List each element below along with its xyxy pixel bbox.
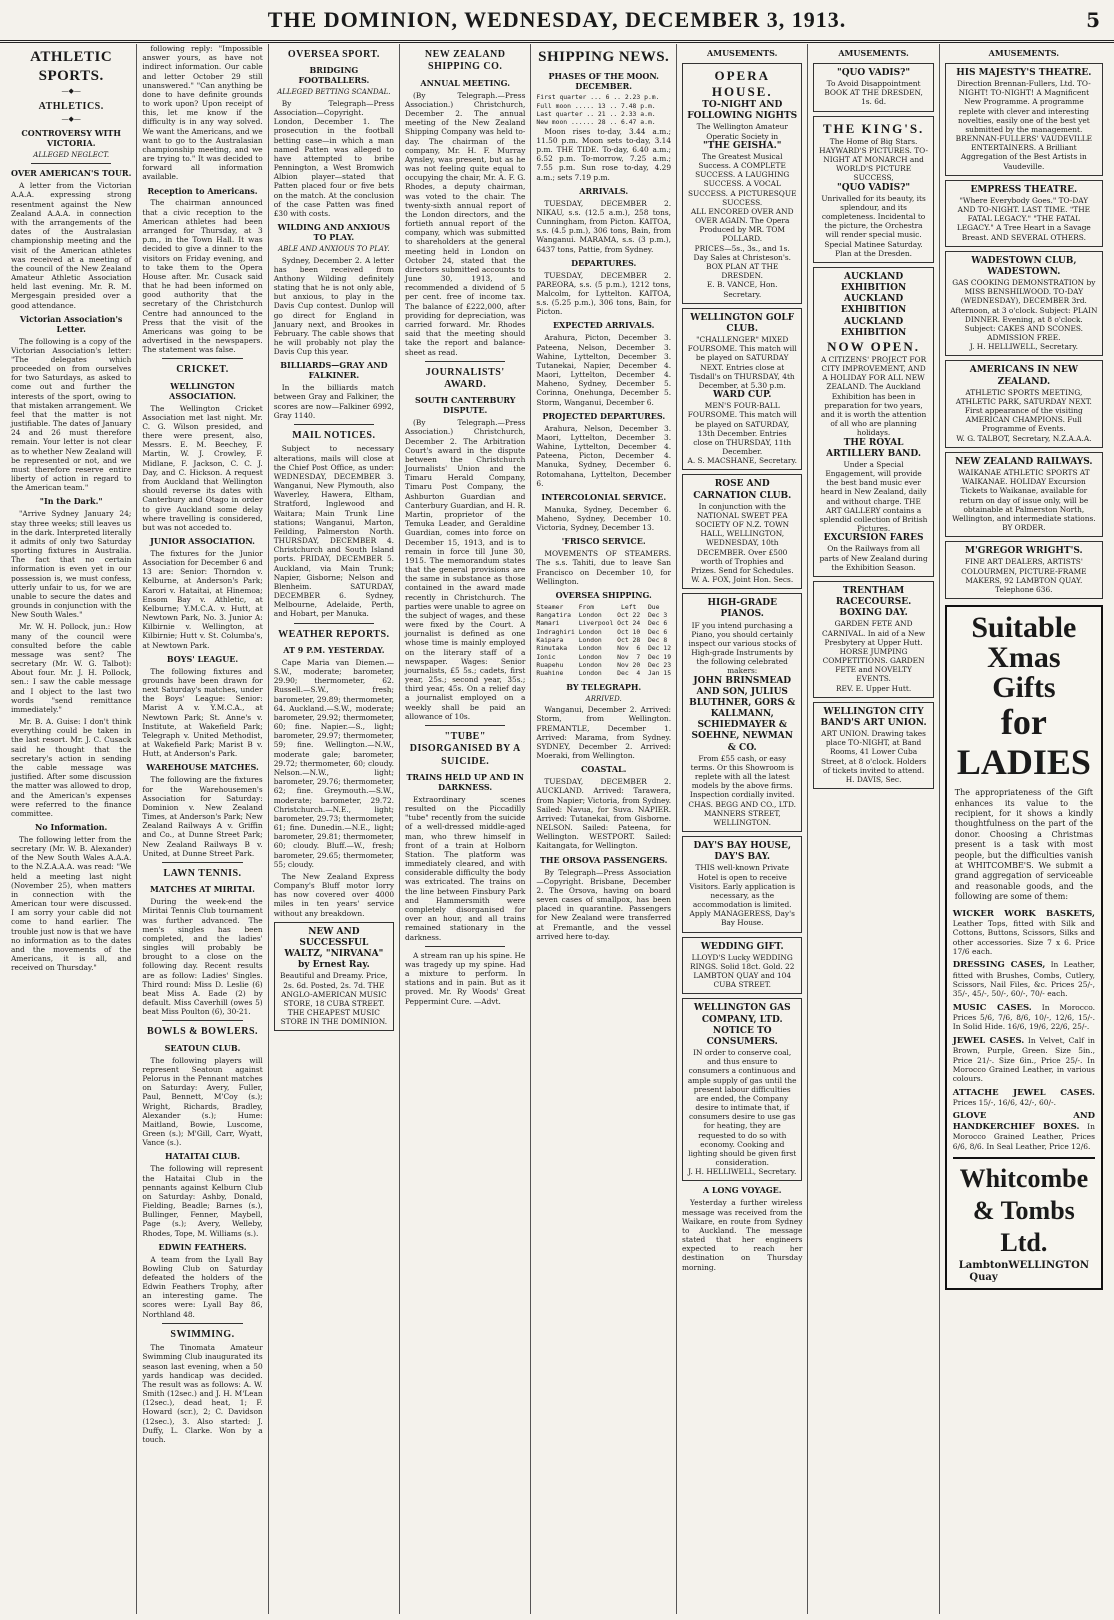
article-subheading: Reception to Americans. — [147, 185, 258, 196]
article-paragraph: During the week-end the Miritai Tennis Club tournament was further advanced. The men's singles has been completed, and the ladies' singles will probably be brought to a close on the following day. Recent results are as follow: Ladies' Singles. Third round: Miss D. Leslie (6) beat Miss A. Eade (2) by default. Miss Caverhill (owes 5) beat Miss Poulton (6), 30-21. — [142, 897, 263, 1017]
column-3 — [269, 44, 400, 1614]
ad-signature: A. S. MACSHANE, Secretary. — [687, 456, 797, 466]
article-subheading: COASTAL. — [580, 764, 627, 775]
article-paragraph: Cape Maria van Diemen.—S.W., moderate; barometer, 29.90; thermometer, 62. Russell.—S.W., fresh; barometer, 29.89; thermometer, 64. Auckland.—S.W., moderate; barometer, 29.92; thermometer, 60; fine. Napier.—S., light; barometer, 29.97; thermometer, 59; fine. Wellington.—N.W., moderate gale; barometer, 29.72; thermometer, 60; cloudy. Nelson.—N.W., light; barometer, 29.76; thermometer, 62; fine. Greymouth.—S.W., moderate; barometer, 29.72. Christchurch.—N.E., light; barometer, 29.73; thermometer, 61; fine. Dunedin.—N.E., light; barometer, 29.81; thermometer, 60; cloudy. Bluff.—W., fresh; barometer, 29.65; thermometer, 55; cloudy. — [273, 657, 395, 869]
ad-body: The Wellington Amateur Operatic Society in — [696, 122, 788, 141]
divider — [425, 946, 505, 947]
divider — [294, 424, 374, 425]
column-8 — [940, 44, 1108, 1614]
article-subheading: HATAITAI CLUB. — [164, 1151, 241, 1162]
ad-show-title: "QUO VADIS?" — [837, 182, 911, 193]
ad-body: Direction Brennan-Fullers, Ltd. TO-NIGHT! TO-NIGHT! A Magnificent New Programme. A programme replete with clever and interesting novelties, easily one of the best yet submitted by the management. — [956, 79, 1091, 134]
ad-signature: J. H. HELLIWELL, Secretary. — [688, 1167, 797, 1177]
advertisement-mcgregor-wright — [945, 541, 1103, 599]
article-heading: OVERSEA SPORT. — [287, 49, 380, 60]
ad-body: Unrivalled for its beauty, its splendour, and its completeness. Incidental to the picture, the Orchestra will render special music. Special Matinee Saturday. — [821, 193, 926, 249]
ad-body: LLOYD'S Lucky WEDDING RINGS. Solid 18ct. Gold. 22 LAMBTON QUAY and 104 CUBA STREET. — [690, 952, 795, 990]
article-subheading: EXPECTED ARRIVALS. — [552, 320, 655, 331]
article-subheading: MATCHES AT MIRITAI. — [150, 884, 255, 895]
advertisement-pianos — [682, 593, 802, 832]
xmas-gift-item — [953, 1036, 1095, 1084]
ad-body: WAIKANAE ATHLETIC SPORTS AT WAIKANAE. HOLIDAY Excursion Tickets to Waikanae, available for return on day of issue only, will be obtainable at Palmerston North, Wellington, and intermediate stations. — [952, 467, 1096, 523]
ad-subtitle: WARD CUP. — [713, 390, 772, 401]
article-heading: BOWLS & BOWLERS. — [146, 1026, 259, 1038]
ad-title: OPERA HOUSE. — [711, 67, 773, 100]
advertisement-auckland-exhibition — [813, 267, 933, 577]
article-subheading: BRIDGING FOOTBALLERS. — [298, 65, 370, 86]
article-subheading: 'FRISCO SERVICE. — [561, 536, 646, 547]
divider — [162, 358, 242, 359]
section-heading: AMUSEMENTS. — [707, 48, 778, 58]
article-heading: MAIL NOTICES. — [292, 429, 376, 441]
ad-title: WADESTOWN CLUB, WADESTOWN. — [971, 255, 1077, 277]
ad-title: WEDDING GIFT. — [700, 941, 784, 952]
ad-title: WELLINGTON GAS COMPANY, LTD. — [693, 1003, 791, 1025]
article-paragraph: The chairman announced that a civic reception to the American athletes had been arranged for Thursday, at 3 p.m., in the Town Hall. It was decided to give a dinner to the visitors on Friday evening, and to take them to the Opera House after. Mr. Cusack said that he had been informed on good authority that the secretary of the Christchurch Centre had announced to the Press that the visit of the Americans was going to be advertised in the newspapers. The statement was false. — [142, 198, 263, 355]
advertisement-days-bay — [682, 836, 802, 933]
ad-title: M'GREGOR WRIGHT'S. — [965, 546, 1083, 557]
divider: —◆— — [61, 115, 81, 124]
advertisement-quo-vadis — [813, 63, 933, 112]
article-paragraph: The Tinomata Amateur Swimming Club inaugurated its season last evening, when a 50 yards handicap was decided. The result was as follows: A. W. Smith (12sec.) and J. H. M'Lean (12sec.), dead heat, 1; F. Howard (scr.), 2; C. Davidson (12sec.), 3. Also started: J. Duffy, L. Clarke. Won by a touch. — [142, 1343, 263, 1444]
ad-signature: H. DAVIS, Sec. — [845, 774, 902, 784]
address-city: WELLINGTON — [1008, 1259, 1089, 1271]
ad-body: ART UNION. Drawing takes place TO-NIGHT, at Band Rooms, 41 Lower Cuba Street, at 8 o'clock. Holders of tickets invited to attend. — [820, 729, 927, 775]
article-paragraph: The following letter from the secretary (Mr. W. B. Alexander) of the New South Wales A.A.A. to the N.Z.A.A.A. was read: "We held a meeting last night (November 25), when matters in connection with the American tour were discussed. I am sorry your cable did not come to hand earlier. The trouble just now is that we have no information as to the dates and the movements of the Americans, it is all, and received on Thursday." — [11, 834, 132, 973]
ad-signature: E. B. VANCE, Hon. Secretary. — [706, 280, 778, 299]
article-paragraph: The following are the fixtures for the Warehousemen's Association for Saturday: Dominion v. New Zealand Times, at Anderson's Park; New Zealand Railways A v. Griffin and Co., at Dunne Street Park; New Zealand Railways B v. United, at Dunne Street Park. — [142, 775, 263, 858]
article-paragraph: Arahura, Picton, December 3. Pateena, Nelson, December 3. Wahine, Lyttelton, December 3. Tutanekai, Napier, December 4. Maori, Lyttelton, December 4. Maheno, Sydney, December 5. Corinna, Onehunga, December 5. Storm, Wanganui, December 6. — [536, 333, 672, 407]
section-heading: AMUSEMENTS. — [988, 48, 1060, 58]
columns — [6, 44, 1108, 1614]
article-paragraph: Moon rises to-day, 3.44 a.m.; 11.50 p.m. Moon sets to-day, 3.14 p.m. THE TIDE. To-day, 6.40 a.m.; 6.52 p.m. To-morrow, 7.25 a.m.; 7.55 p.m. Sun rose to-day, 4.29 a.m.; sets 7.19 p.m. — [536, 126, 672, 182]
advertisement-golf-club — [682, 308, 802, 471]
ad-body: From £55 cash, or easy terms. Or this Showroom is replete with all the latest models by the above firms. Inspection cordially invited. CHAS. BEGG AND CO., LTD. MANNERS STREET, WELLINGTON. — [688, 753, 796, 827]
ad-body: MEN'S FOUR-BALL FOURSOME. This match will be played on SATURDAY, 13th December. Entries close on THURSDAY, 11th December. — [687, 401, 797, 457]
ad-body: GARDEN FETE AND CARNIVAL. In aid of a New Presbytery at Upper Hutt. HORSE JUMPING COMPETITIONS. GARDEN FETE and NOVELTY EVENTS. — [822, 619, 926, 684]
article-subheading: OVERSEA SHIPPING. — [555, 589, 652, 600]
advertisement-rose-club — [682, 474, 802, 589]
oversea-shipping-table: Steamer From Left Due Rangatira London Oct 22 Dec 3 Mamari Liverpool Oct 24 Dec 6 Indraghiri London Oct 10 Dec 6 Kaipara London Oct 28 Dec 8 Rimutaka London Nov 6 Dec 12 Ionic London Nov 7 Dec 19 Ruapehu London Nov 20 Dec 23 Ruahine London Dec 4 Jan 15 — [536, 602, 672, 678]
article-subheading: THE ORSOVA PASSENGERS. — [539, 854, 668, 865]
ad-body: FINE ART DEALERS, ARTISTS' COLOURMEN, PICTURE-FRAME MAKERS, 92 LAMBTON QUAY. Telephone 636. — [961, 557, 1087, 594]
article-heading: LAWN TENNIS. — [163, 867, 242, 879]
ad-subtitle: BOXING DAY. — [839, 608, 908, 619]
article-paragraph: Mr. W. H. Pollock, jun.: How many of the council were consulted before the cable message was sent? The secretary (Mr. W. G. Talbot): About four. Mr. J. H. Pollock, sen.: I saw the cable message and I object to the last two words "send remittance immediately." — [11, 622, 132, 714]
article-subheading: OVER AMERICAN'S TOUR. — [11, 168, 132, 179]
ad-title: DAY'S BAY HOUSE, DAY'S BAY. — [693, 841, 791, 863]
ad-title: WELLINGTON GOLF CLUB. — [690, 312, 795, 334]
article-paragraph: By Telegraph—Press Association—Copyright. London, December 1. The prosecution in the football betting case—in which a man named Patten was alleged to have attempted to bribe Pennington, a West Bromwich Albion player—stated that Patten placed four or five bets on the match. At the conclusion of the case Patten was fined £30 with costs. — [273, 98, 395, 218]
article-paragraph: (By Telegraph.—Press Association.) Christchurch, December 2. The annual meeting of the New Zealand Shipping Company was held to-day. The chairman of the company, Mr. H. F. Murray Aynsley, was present, but as he was not feeling quite equal to occupying the chair, Mr. A. F. G. Rhodes, a deputy chairman, was voted to the chair. The twenty-sixth annual report of the London directors, and the fortieth annual report of the company, which was submitted to shareholders at the general meeting held in London on October 24, stated that the directors submitted accounts to June 30, 1913, and recommended a dividend of 5 per cent. free of income tax. The balance of £222,000, after providing for depreciation, was carried forward. Mr. Rhodes said that the meeting should take the report and balance-sheet as read. — [405, 90, 526, 357]
ad-signature: REV. E. Upper Hutt. — [835, 683, 912, 693]
article-subheading: PHASES OF THE MOON. DECEMBER. — [548, 70, 659, 91]
advertisement-americans — [945, 360, 1103, 447]
gift-item-name: WICKER WORK BASKETS, — [952, 908, 1095, 919]
article-paragraph: TUESDAY, DECEMBER 2. NIKAU, s.s. (12.5 a.m.), 258 tons, Cunningham, from Picton. KAITOA, s.s. (4.5 p.m.), 306 tons, Bain, from Wanganui. MARAMA, s.s. (3 p.m.), 6437 tons, Pattie, from Sydney. — [536, 198, 672, 254]
gift-item-description: In Leather, fitted with Brushes, Combs, Cutlery, Scissors, Nail Files, &c. Prices 25/-, 35/-, 45/-, 50/-, 60/-, 70/- each. — [952, 960, 1095, 999]
divider — [162, 862, 242, 863]
ad-body: IN order to conserve coal, and thus ensure to consumers a continuous and ample supply of gas until the present labour difficulties are ended, the Company desire to intimate that, if consumers desire to use gas for heating, they are requested to do so with economy. Cooking and lighting should be given first consideration. — [687, 1048, 797, 1168]
divider: —◆— — [61, 87, 81, 96]
ad-body: In conjunction with the NATIONAL SWEET PEA SOCIETY OF N.Z. TOWN HALL, WELLINGTON, WEDNESDAY, 10th DECEMBER. Over £500 worth of Trophies and Prizes. Send for Schedules. — [690, 501, 794, 575]
ad-title: AUCKLAND EXHIBITION — [840, 316, 907, 338]
article-paragraph: TUESDAY, DECEMBER 2. PAREORA, s.s. (5 p.m.), 1212 tons, Malcolm, for Lyttelton. KAITOA, s.s. (5.25 p.m.), 306 tons, Bain, for Picton. — [536, 270, 672, 317]
advertisement-his-majestys — [945, 63, 1103, 176]
article-subheading: BY TELEGRAPH. — [566, 681, 642, 692]
article-paragraph: The following is a copy of the Victorian Association's letter: "The delegates which proceeded on from ourselves for two Saturdays, as asked to come out and further the interests of the sport, owing to that mistaken arrangement. We feel that the matter is not justifiable. The dates of January 24 and 26 must therefore remain. Your letter is not clear as to whether New Zealand will be represented or not, and we must therefore reserve entire liberty of action in regard to the American team." — [11, 336, 132, 493]
ad-title: AMERICANS IN NEW ZEALAND. — [969, 365, 1078, 387]
article-subheading: DEPARTURES. — [571, 257, 637, 268]
divider — [162, 1020, 242, 1021]
advertisement-railways — [945, 452, 1103, 537]
article-subheading: BILLIARDS—GRAY AND FALKINER. — [280, 360, 388, 381]
ad-body: BRENNAN-FULLERS' VAUDEVILLE ENTERTAINERS. A Brilliant Aggregation of the Best Artists in Vaudeville. — [955, 134, 1093, 171]
ad-title: AUCKLAND EXHIBITION — [840, 294, 907, 316]
xmas-gift-item — [953, 1111, 1095, 1151]
advertisement-opera-house — [682, 63, 802, 304]
article-paragraph: By Telegraph—Press Association—Copyright. Brisbane, December 2. The Orsova, having on board seven cases of smallpox, has been placed in quarantine. Passengers for New Zealand were transferred at Fremantle, and the vessel arrived here to-day. — [536, 867, 672, 941]
ad-title: EMPRESS THEATRE. — [970, 184, 1078, 195]
article-paragraph: The fixtures for the Junior Association for December 6 and 13 are: Senior: Thorndon v. Kelburne, at Anderson's Park; Karori v. Hataitai, at Hinemoa; Ensom Bay v. Athletic, at Kelburne; Y.M.C.A. v. Hutt, at Newtown Park, No. 3. Junior A: Kilbirnie v. Wellington, at Kilbirnie; Hutt v. St. Columba's, at Newtown Park. — [142, 548, 263, 650]
xmas-gift-item — [953, 1003, 1095, 1032]
article-heading: JOURNALISTS' AWARD. — [425, 366, 505, 391]
section-heading: AMUSEMENTS. — [838, 48, 909, 58]
xmas-footer — [953, 1157, 1095, 1284]
ad-title: ROSE AND CARNATION CLUB. — [693, 479, 792, 501]
article-subheading: "In the Dark." — [39, 496, 103, 507]
advertisement-gas-notice — [682, 998, 802, 1181]
gift-item-name: JEWEL CASES. — [952, 1035, 1025, 1046]
ad-makers: JOHN BRINSMEAD AND SON, JULIUS BLUTHNER, GORS & KALLMANN, SCHIEDMAYER & SOEHNE, NEWMAN & CO. — [689, 675, 796, 753]
gift-item-description: In Velvet, Calf in Brown, Purple, Green. Size 5in., Price 21/-. Size 6in., Price 25/-. In Morocco Grained Leather, in various colours. — [952, 1035, 1095, 1084]
article-paragraph: In the billiards match between Gray and Falkiner, the scores are now—Falkiner 6992, Gray 1140. — [273, 383, 395, 420]
ad-title: AUCKLAND EXHIBITION — [840, 271, 907, 294]
article-paragraph: TUESDAY, DECEMBER 2. AUCKLAND. Arrived: Tarawera, from Napier; Victoria, from Sydney. Sailed: Navua, for Suva. NAPIER. Arrived: Tutanekai, from Gisborne. NELSON. Sailed: Pateena, for Wellington. WESTPORT. Sailed: Kaitangata, for Wellington. — [536, 777, 672, 851]
advertisement-city-band — [813, 702, 933, 789]
article-paragraph: The New Zealand Express Company's Bluff motor lorry has now covered over 4000 miles in ten years' service without any breakdown. — [273, 871, 395, 918]
advertisement-wadestown — [945, 251, 1103, 357]
ad-body: PRICES—5s., 3s., and 1s. Day Sales at Christeson's. BOX PLAN AT THE DRESDEN. — [693, 243, 791, 281]
ad-body: The Home of Big Stars. HAYWARD'S PICTURES. TO-NIGHT AT MONARCH and WORLD'S PICTURE SUCCESS, — [819, 136, 928, 183]
ad-title: THE KING'S. — [822, 120, 925, 136]
article-subheading: SEATOUN CLUB. — [164, 1042, 241, 1053]
ad-title: WELLINGTON CITY BAND'S ART UNION. — [820, 706, 927, 728]
masthead — [0, 0, 1114, 43]
article-subheading: TRAINS HELD UP AND IN DARKNESS. — [406, 772, 524, 793]
divider — [31, 163, 111, 164]
moon-phases-table: First quarter ... 6 .. 2.23 p.m. Full moon ..... 13 .. 7.48 p.m. Last quarter .. 21 .. 2.33 a.m. New moon ...... 28 .. 6.47 a.m. — [536, 93, 660, 127]
article-subheading: EDWIN FEATHERS. — [158, 1241, 247, 1252]
advertisement-wedding-rings — [682, 937, 802, 995]
ad-title: NEW AND SUCCESSFUL WALTZ, "NIRVANA" by Ernest Ray. — [284, 926, 384, 971]
divider — [425, 725, 505, 726]
divider — [294, 623, 374, 624]
advertisement-trentham — [813, 581, 933, 698]
column-4 — [400, 44, 531, 1614]
gift-item-name: DRESSING CASES, — [952, 960, 1046, 971]
newspaper-title: THE DOMINION, WEDNESDAY, DECEMBER 3, 1913. — [267, 7, 847, 32]
article-heading: SWIMMING. — [170, 1328, 235, 1340]
article-subheading: WAREHOUSE MATCHES. — [146, 762, 259, 773]
xmas-intro: The appropriateness of the Gift enhances its value to the recipient, for it shows a kindly thoughtfulness on the part of the donor. Choosing a Christmas present is a task with most people, but the difficulties vanish at WHITCOMBE'S. We submit a grand aggregation of serviceable and reasonable goods, and the following are some of them: — [954, 788, 1093, 902]
ad-signature: J. H. HELLIWELL, Secretary. — [969, 342, 1078, 352]
article-kicker: ALLEGED NEGLECT. — [33, 150, 110, 159]
xmas-gift-item — [953, 960, 1095, 998]
ad-body: The Greatest Musical Success. A COMPLETE SUCCESS. A LAUGHING SUCCESS. A VOCAL SUCCESS. A PICTURESQUE SUCCESS. — [687, 151, 797, 207]
ad-title: "QUO VADIS?" — [837, 67, 911, 78]
article-heading: ATHLETICS. — [38, 100, 104, 112]
column-1 — [6, 44, 137, 1614]
article-subheading: SOUTH CANTERBURY DISPUTE. — [414, 395, 516, 416]
article-paragraph: Manuka, Sydney, December 6. Maheno, Sydney, December 10. Victoria, Sydney, December 13. — [536, 504, 672, 533]
ad-subtitle: NOTICE TO CONSUMERS. — [706, 1025, 778, 1047]
column-7 — [808, 44, 939, 1614]
article-kicker: ARRIVED. — [585, 694, 622, 703]
ad-body: GAS COOKING DEMONSTRATION by MISS BENSHILWOOD. TO-DAY (WEDNESDAY), DECEMBER 3rd. Afternoon, at 3 o'clock. Subject: PLAIN DINNER. Evening, at 8 o'clock. Subject: CAKES AND SCONES. ADMISSION FREE. — [950, 278, 1098, 343]
gift-item-description: In Morocco. Prices 5/6, 7/6, 8/6, 10/-, 12/6, 15/-. In Solid Hide. 16/6, 19/6, 22/6, 25/-. — [952, 1002, 1095, 1032]
ad-title: TRENTHAM RACECOURSE. — [835, 585, 912, 608]
gift-item-name: GLOVE AND HANDKERCHIEF BOXES. — [952, 1111, 1095, 1132]
ad-subtitle: EXCURSION FARES — [823, 533, 924, 544]
article-paragraph: The following will represent the Hataitai Club in the pennants against Kelburn Club on Saturday: Ashby, Donald, Fielding, Beadle; Barnes (s.), Bullinger, Fenner, Maybell, Page (s.); Avery, Welleby, Rhodes, Tope, M. Williams (s.). — [142, 1164, 263, 1238]
article-subheading: ANNUAL MEETING. — [420, 77, 510, 88]
ad-signature: BY ORDER. — [1002, 523, 1046, 533]
ad-body: ATHLETIC SPORTS MEETING, ATHLETIC PARK, SATURDAY NEXT. First appearance of the visiting AMERICAN CHAMPIONS. Full Programme of Events. — [955, 387, 1092, 434]
article-paragraph: The Wellington Cricket Association met last night. Mr. C. G. Wilson presided, and there were present, also, Messrs. E. M. Beechey, F. Martin, W. J. Crowley, F. Midlane, F. Jackson, C. C. J. Day, and C. Hickson. A request from Auckland that Wellington should reverse its dates with Canterbury and Otago in order to give Auckland some delay where travelling is considered, but was not acceded to. — [142, 403, 263, 532]
xmas-headline-ladies: for LADIES — [956, 702, 1091, 782]
ad-title: NEW ZEALAND RAILWAYS. — [955, 456, 1093, 467]
article-subheading: A LONG VOYAGE. — [702, 1185, 782, 1196]
article-kicker: ALLEGED BETTING SCANDAL. — [277, 88, 391, 97]
ad-body: Beautiful and Dreamy. Price, 2s. 6d. Posted, 2s. 7d. THE ANGLO-AMERICAN MUSIC STORE, 18 CUBA STREET. THE CHEAPEST MUSIC STORE IN THE DOMINION. — [280, 971, 388, 1027]
ad-body: IF you intend purchasing a Piano, you should certainly inspect our various stocks of High-grade Instruments by the following celebrated makers: — [688, 620, 796, 676]
article-heading: NEW ZEALAND SHIPPING CO. — [424, 49, 506, 73]
ad-body: "Where Everybody Goes." TO-DAY AND TO-NIGHT. LAST TIME. "THE FATAL LEGACY." "THE FATAL LEGACY." A Tree Heart in a Savage Breast. AND SEVERAL OTHERS. — [956, 195, 1091, 242]
ad-show-title: "THE GEISHA." — [702, 140, 782, 151]
article-paragraph: MOVEMENTS OF STEAMERS. The s.s. Tahiti, due to leave San Francisco on December 10, for Wellington. — [536, 549, 672, 586]
ad-signature: Plan at the Dresden. — [835, 248, 912, 258]
section-heading: ATHLETIC SPORTS. — [30, 49, 113, 84]
article-paragraph: The following players will represent Seatoun against Pelorus in the Pennant matches on Saturday: Avery, Fuller, Paul, Bennett, M'Coy (s.); Wright, Richards, Bradley, Alexander (s.); Hume: Maitland, Bowie, Luscome, Green (s.); M'Gill, Carr, Wyatt, Vance (s.). — [142, 1055, 263, 1148]
page-number: 5 — [1086, 8, 1100, 32]
article-subheading: WILDING AND ANXIOUS TO PLAY. — [277, 222, 391, 243]
ad-subtitle: NOW OPEN. — [827, 338, 920, 354]
ad-body: On the Railways from all parts of New Zealand during the Exhibition Season. — [819, 544, 928, 572]
ad-body: To Avoid Disappointment BOOK AT THE DRESDEN, 1s. 6d. — [824, 79, 923, 107]
ad-signature: W. A. FOX, Joint Hon. Secs. — [691, 575, 794, 585]
gift-item-description: Leather Tops, fitted with Silk and Cottons, Buttons, Scissors, Silks and other accessories. Size 7 x 6. Price 17/6 each. — [952, 919, 1095, 956]
ad-body: THIS well-known Private Hotel is open to receive Visitors. Early application is necessary, as the accommodation is limited. Apply MANAGERESS, Day's Bay House. — [689, 863, 796, 928]
column-2 — [137, 44, 268, 1614]
ad-body: A CITIZENS' PROJECT FOR CITY IMPROVEMENT, AND A HOLIDAY FOR ALL NEW ZEALAND. The Auckland Exhibition has been in preparation for two years, and it is worth the attention of all who are planning holidays. — [820, 354, 927, 438]
article-subheading: BOYS' LEAGUE. — [166, 653, 239, 664]
article-subheading: INTERCOLONIAL SERVICE. — [541, 491, 667, 502]
divider — [162, 1323, 242, 1324]
article-subheading: JUNIOR ASSOCIATION. — [150, 536, 255, 547]
article-paragraph: A stream ran up his spine. He was tragedy up my spine. Had a mixture to perform. In stations and in pain. But as it proved. Mr. Ry Woods' Great Peppermint Cure. —Advt. — [405, 950, 526, 1006]
xmas-item-list — [953, 909, 1095, 1151]
advertisement-waltz — [274, 922, 394, 1032]
advertisement-kings-theatre — [813, 116, 933, 263]
article-heading: "TUBE" DISORGANISED BY A SUICIDE. — [409, 730, 521, 767]
article-paragraph: Subject to necessary alterations, mails will close at the Chief Post Office, as under: WEDNESDAY, DECEMBER 3. Wanganui, New Plymouth, also Waverley, Hawera, Eltham, Stratford, Inglewood and Waitara; Main Trunk Line stations; Wanganui, Marton, Feilding, Palmerston North. THURSDAY, DECEMBER 4. Christchurch and South Island ports. FRIDAY, DECEMBER 5. Auckland, via Main Trunk; Napier, Gisborne; Nelson and Blenheim. SATURDAY, DECEMBER 6. Sydney, Melbourne, Adelaide, Perth, and Hobart, per Manuka. — [273, 444, 395, 619]
column-6 — [677, 44, 808, 1614]
gift-item-description: In Morocco Grained Leather, Prices 6/6, 8/6. In Seal Leather, Price 12/6. — [952, 1121, 1095, 1151]
article-paragraph: Arahura, Nelson, December 3. Maori, Lyttelton, December 3. Wahine, Lyttelton, December 4. Pateena, Picton, December 4. Manuka, Sydney, December 6. Rotomahana, Lyttelton, December 6. — [536, 423, 672, 488]
advertisement-xmas-gifts — [945, 605, 1103, 1290]
gift-item-name: MUSIC CASES. — [952, 1002, 1032, 1013]
article-paragraph: (By Telegraph.—Press Association.) Christchurch, December 2. The Arbitration Court's award in the dispute between the Christchurch Journalists' Union and the Timaru Herald Company, Timaru Post Company, the Ashburton Guardian and Canterbury Guardian, and H. R. Martin, proprietor of the Temuka Leader, and Geraldine Guardian, comes into force on December 15, 1913, and is to remain in force till June 30, 1915. The memorandum states that the general provisions are the same in substance as those contained in the award made recently in Christchurch. The parties were unable to agree on the subject of wages, and these were fixed by the Court. A journalist is defined as one whose time is mainly employed on the literary staff of a newspaper. Wages: Senior journalists, £5 5s.; cadets, first year, 25s.; second year, 35s.; third year, 45s. On a relief day a journalist employed on a weekly shall be paid an allowance of 10s. — [405, 418, 526, 721]
ad-title: HIGH-GRADE PIANOS. — [707, 598, 777, 620]
article-subheading: CONTROVERSY WITH VICTORIA. — [21, 127, 121, 148]
gift-item-name: ATTACHE JEWEL CASES. — [952, 1087, 1095, 1098]
article-subheading: PROJECTED DEPARTURES. — [542, 410, 666, 421]
divider — [425, 361, 505, 362]
article-paragraph: The following fixtures and grounds have been drawn for next Saturday's matches, under the Boys' League: Senior: Marist A v. Y.M.C.A., at Newtown Park; St. Anne's v. Institute, at Wakefield Park; Telegraph v. United Methodist, at Wakefield Park; Marist B v. Hutt, at Anderson's Park. — [142, 666, 263, 759]
article-paragraph: A letter from the Victorian A.A.A. expressing strong resentment against the New Zealand A.A.A. in connection with the arrangements of the dates of the Australasian championship meeting and the visit of the American athletes was received at a meeting of the council of the New Zealand Amateur Athletic Association held last evening. Mr. R. M. Mergesgain presided over a good attendance. — [11, 181, 132, 310]
ad-subtitle: TO-NIGHT AND FOLLOWING NIGHTS — [687, 100, 798, 122]
article-paragraph: Sydney, December 2. A letter has been received from Anthony Wilding definitely stating that he is not only able, but anxious, to play in the Davis Cup contest. Dunlop will go direct for England in January next, and Brookes in February. The cable shows that he will probably not play the Davis Cup this year. — [273, 255, 395, 357]
ad-body: ALL ENCORED OVER AND OVER AGAIN. The Opera Produced by MR. TOM POLLARD. — [690, 206, 794, 244]
article-paragraph: "Arrive Sydney January 24; stay three weeks; still leaves us in the dark. Interpreted literally it admits of only two Saturday sporting fixtures in Australia. The fact that no certain information is even yet in our possession is, we must confess, utterly unfair to us, for we are unable to secure the dates and grounds in conjunction with the New South Wales." — [11, 509, 132, 620]
article-paragraph: Wanganui, December 2. Arrived: Storm, from Wellington. FREMANTLE, December 1. Arrived: Marama, from Sydney. SYDNEY, December 2. Arrived: Moeraki, from Wellington. — [536, 705, 672, 761]
article-heading: CRICKET. — [176, 364, 229, 376]
ad-body: "CHALLENGER" MIXED FOURSOME. This match will be played on SATURDAY NEXT. Entries close at Tisdall's on THURSDAY, 4th December, at 5.30 p.m. — [687, 335, 797, 390]
article-subheading: Victorian Association's Letter. — [19, 313, 123, 334]
xmas-gift-item — [953, 909, 1095, 957]
article-paragraph: following reply: "Impossible answer yours, as have not indirect information. Our cable and letter October 29 still unanswered." "Can anything be done to have definite grounds to work upon? Upon receipt of this, let me know if the difficulty is in any way solved. We want the Americans, and we want to go to the Australasian championship meeting, and we are trying to." It was decided to forward all information available. — [142, 44, 263, 182]
brand-name: Whitcombe & Tombs Ltd. — [959, 1163, 1089, 1258]
ad-signature: W. G. TALBOT, Secretary, N.Z.A.A.A. — [956, 433, 1092, 443]
brand-address — [953, 1260, 1095, 1285]
column-5 — [531, 44, 677, 1614]
article-paragraph: A team from the Lyall Bay Bowling Club on Saturday defeated the holders of the Edwin Feathers Trophy, after an interesting game. The scores were: Lyall Bay 86, Northland 48. — [142, 1254, 263, 1319]
section-heading: SHIPPING NEWS. — [538, 49, 670, 65]
article-heading: WEATHER REPORTS. — [278, 628, 390, 640]
article-kicker: ABLE AND ANXIOUS TO PLAY. — [278, 244, 390, 253]
ad-subtitle: THE ROYAL ARTILLERY BAND. — [826, 437, 922, 459]
advertisement-empress-theatre — [945, 180, 1103, 247]
article-paragraph: Mr. B. A. Guise: I don't think everything could be taken in the last resort. Mr. J. C. Cusack said he thought that the secretary's action in sending the cable message was justified. After some discussion the matter was allowed to drop, and the American's expenses were referred to the finance committee. — [11, 717, 132, 818]
article-subheading: ARRIVALS. — [579, 185, 629, 196]
xmas-gift-item — [953, 1088, 1095, 1108]
ad-title: HIS MAJESTY'S THEATRE. — [956, 67, 1092, 78]
article-paragraph: Extraordinary scenes resulted on the Piccadilly "tube" recently from the suicide of a well-dressed middle-aged man, who threw himself in front of a train at Holborn Station. The platform was immediately cleared, and with considerable difficulty the body was extricated. The trains on the line between Finsbury Park and Hammersmith were completely disorganised for over an hour, and all trains remained stationary in the darkness. — [405, 794, 526, 942]
gift-item-description: Prices 15/-, 16/6, 42/-, 60/-. — [952, 1098, 1056, 1108]
address-street: Lambton Quay — [958, 1259, 1009, 1284]
article-subheading: WELLINGTON ASSOCIATION. — [169, 380, 236, 401]
article-paragraph: Yesterday a further wireless message was received from the Waikare, en route from Sydney to Auckland. The message stated that her engineers expected to reach her destination on Thursday morning. — [682, 1198, 803, 1272]
article-subheading: AT 9 P.M. YESTERDAY. — [283, 645, 385, 656]
xmas-headline: Suitable Xmas Gifts — [971, 611, 1077, 705]
ad-body: Under a Special Engagement, will provide the best band music ever heard in New Zealand, daily and without charge. THE ART GALLERY contains a splendid collection of British Pictures. — [819, 459, 928, 534]
article-subheading: No Information. — [35, 822, 108, 833]
